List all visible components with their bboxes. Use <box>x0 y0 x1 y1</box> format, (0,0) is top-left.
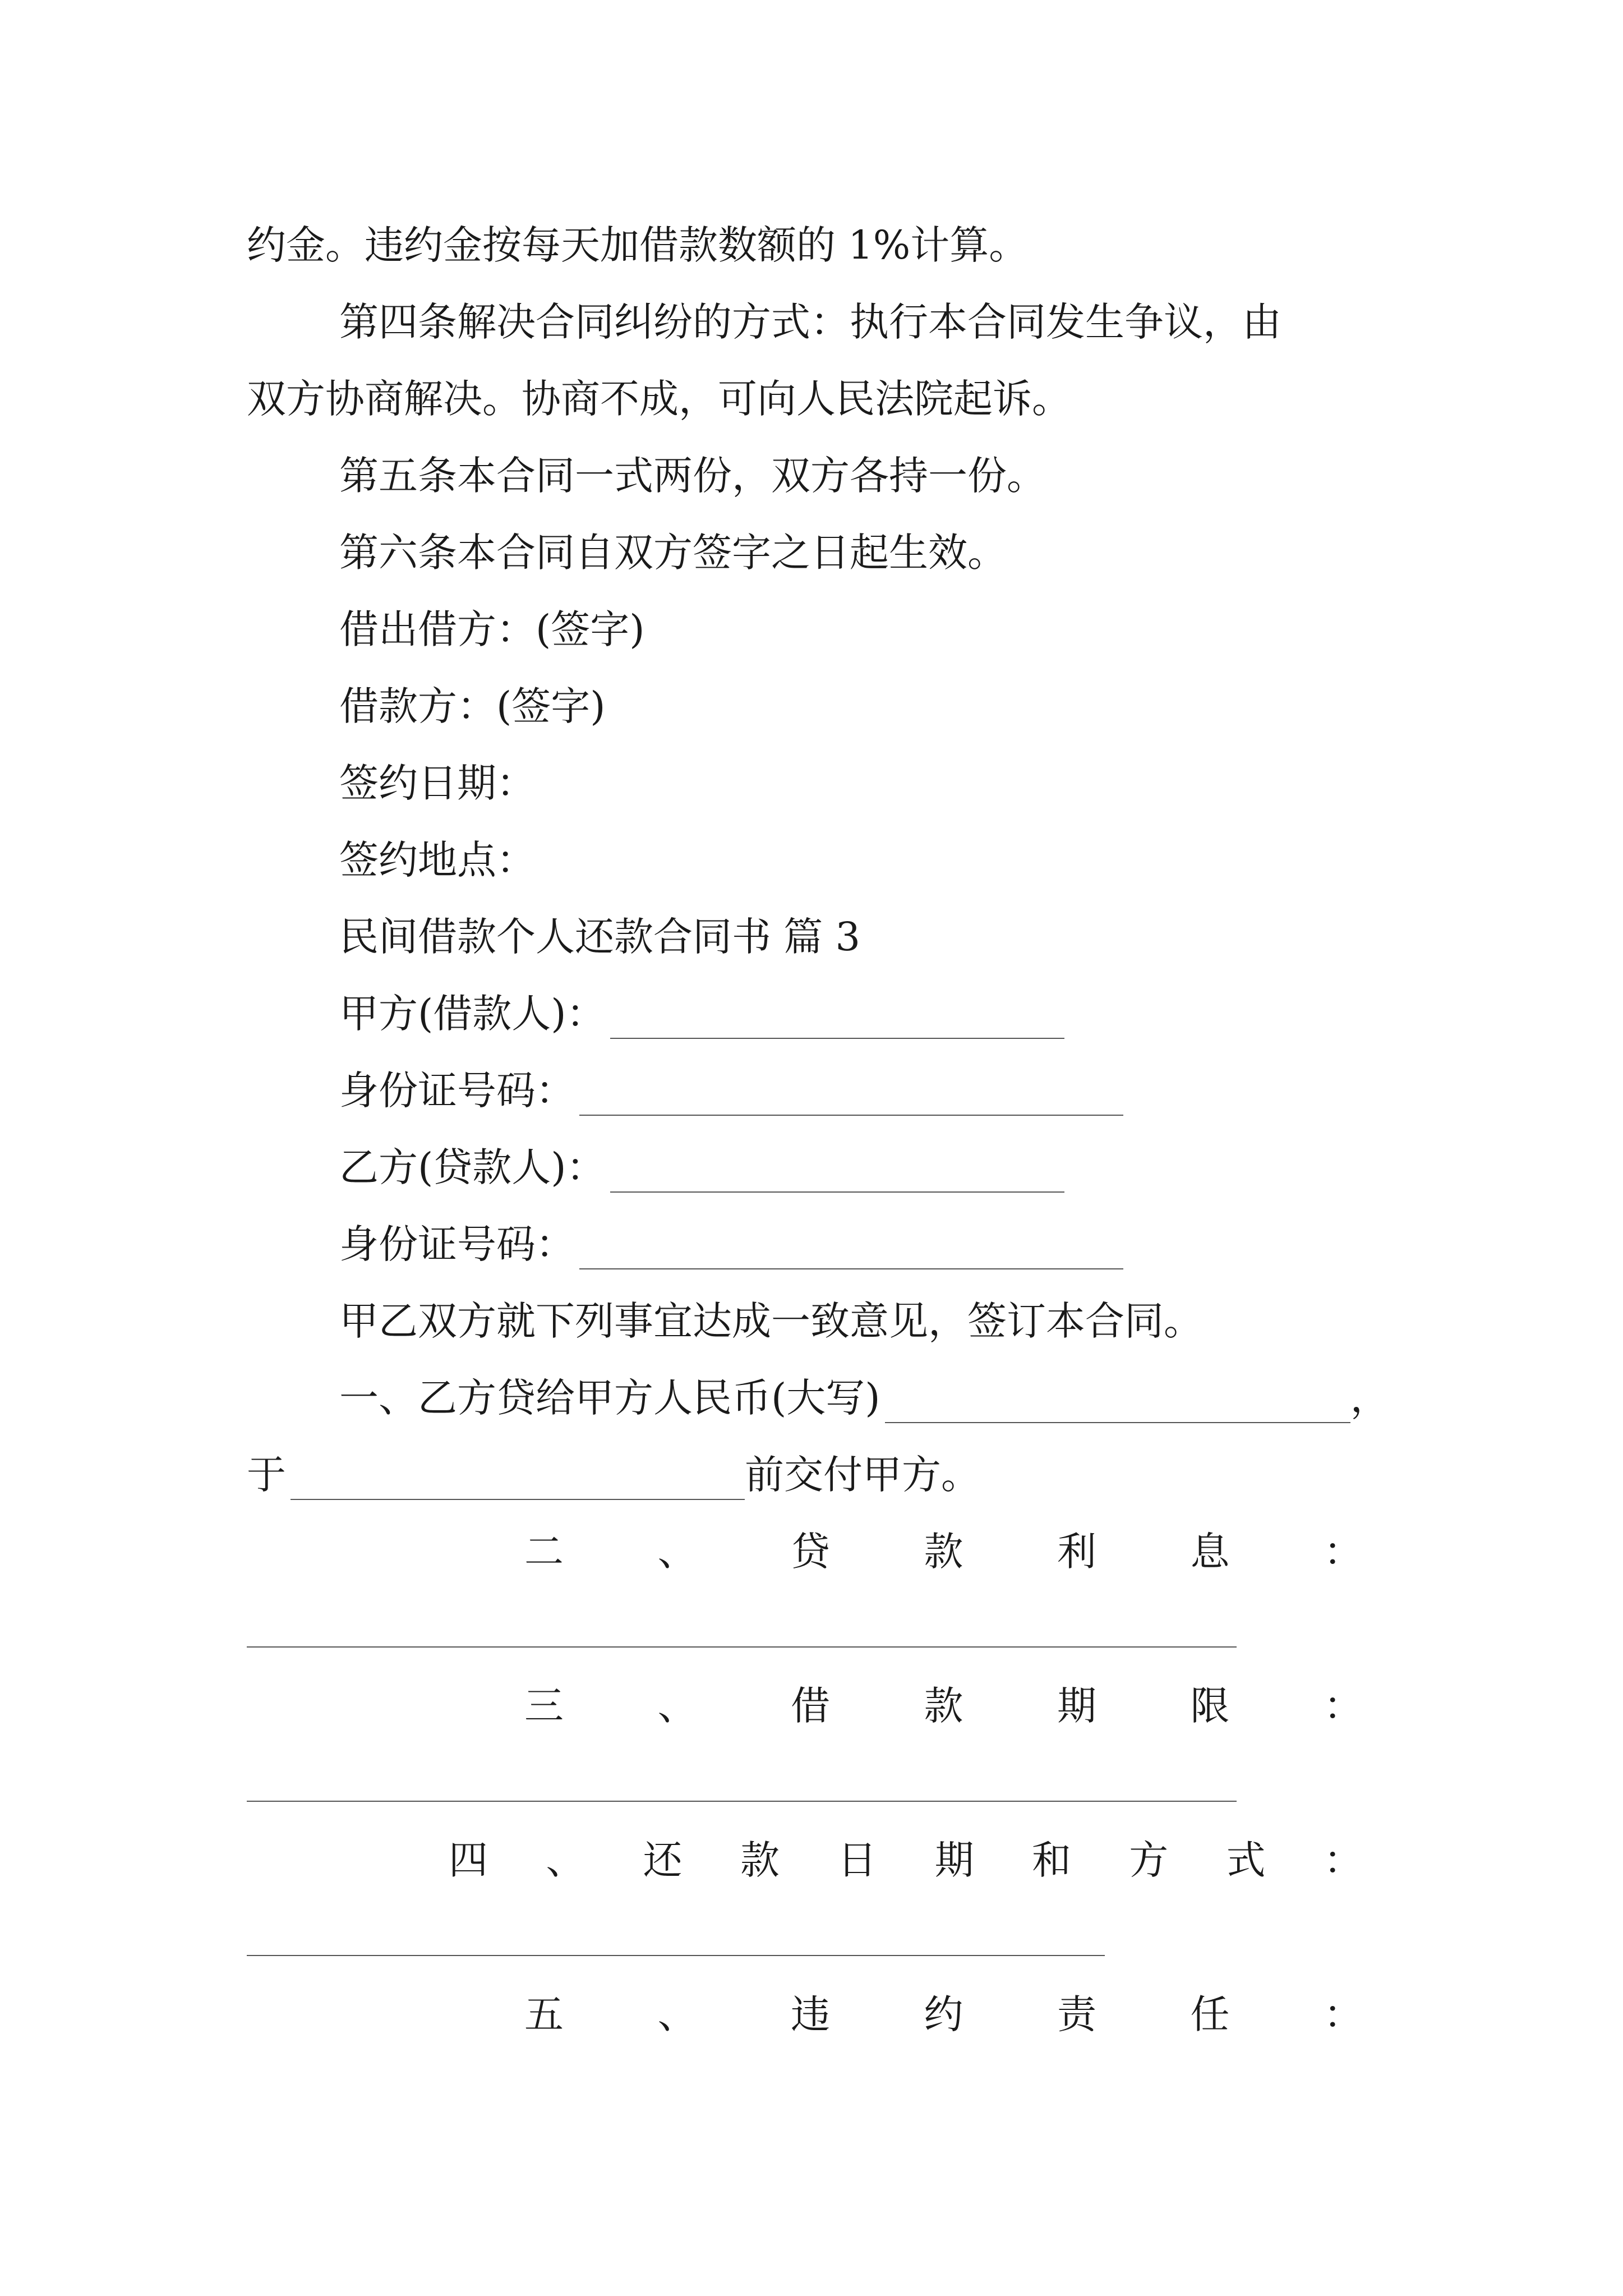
clause-char: 三 <box>524 1683 564 1729</box>
clause-3-blank <box>247 1801 1237 1802</box>
deadline-blank <box>291 1460 745 1500</box>
clause-1-cont-prefix: 于 <box>247 1452 286 1498</box>
clause-1-comma: ， <box>1350 1375 1390 1421</box>
party-a-label: 甲方(借款人)： <box>339 991 606 1037</box>
party-b-id-blank <box>579 1229 1123 1269</box>
text-line: 第六条本合同自双方签字之日起生效。 <box>339 530 1007 576</box>
clause-3-heading <box>524 1681 1363 1731</box>
clause-char: 款 <box>924 1529 963 1575</box>
party-a-id-blank <box>579 1075 1123 1116</box>
clause-char: 、 <box>546 1837 585 1883</box>
signing-date: 签约日期： <box>339 760 536 806</box>
clause-char: ： <box>1324 1991 1363 2037</box>
clause-char: 息 <box>1190 1529 1230 1575</box>
clause-char: 约 <box>924 1991 963 2037</box>
party-b-label: 乙方(贷款人)： <box>339 1144 606 1190</box>
clause-char: 方 <box>1129 1837 1169 1883</box>
clause-char: 限 <box>1190 1683 1230 1729</box>
clause-2-heading <box>524 1526 1363 1577</box>
clause-char: 期 <box>934 1837 974 1883</box>
text-line: 第五条本合同一式两份，双方各持一份。 <box>339 453 1046 499</box>
clause-char: 利 <box>1057 1529 1096 1575</box>
clause-char: 贷 <box>791 1529 830 1575</box>
party-b-row <box>339 1142 1064 1193</box>
clause-char: 款 <box>924 1683 963 1729</box>
amount-blank <box>885 1383 1350 1423</box>
signature-borrower: 借款方：(签字) <box>339 683 606 729</box>
section-title: 民间借款个人还款合同书 篇 3 <box>339 914 861 960</box>
clause-char: 、 <box>657 1683 697 1729</box>
clause-char: 式 <box>1226 1837 1266 1883</box>
text-line: 第四条解决合同纠纷的方式：执行本合同发生争议，由 <box>339 299 1281 345</box>
party-b-id-row <box>339 1219 1123 1269</box>
text-line: 约金。违约金按每天加借款数额的 1%计算。 <box>247 222 1029 268</box>
clause-char: 、 <box>657 1529 697 1575</box>
clause-char: 期 <box>1057 1683 1096 1729</box>
clause-char: 、 <box>657 1991 697 2037</box>
clause-char: 二 <box>524 1529 564 1575</box>
party-b-id-label: 身份证号码： <box>339 1221 575 1267</box>
party-a-blank <box>610 999 1064 1039</box>
clause-char: 五 <box>524 1991 564 2037</box>
party-a-row <box>339 988 1064 1039</box>
clause-char: 四 <box>449 1837 488 1883</box>
clause-5-heading <box>524 1989 1363 2040</box>
clause-char: 违 <box>791 1991 830 2037</box>
signature-lender: 借出借方：(签字) <box>339 606 645 652</box>
clause-1-cont-row <box>247 1450 980 1500</box>
clause-char: 借 <box>791 1683 830 1729</box>
clause-char: 和 <box>1031 1837 1071 1883</box>
clause-4-heading <box>449 1835 1363 1885</box>
clause-char: 日 <box>837 1837 877 1883</box>
signing-place: 签约地点： <box>339 837 536 883</box>
clause-char: ： <box>1324 1529 1363 1575</box>
clause-1-text: 一、乙方贷给甲方人民币(大写) <box>339 1375 880 1421</box>
clause-char: 任 <box>1190 1991 1230 2037</box>
clause-1-row <box>339 1373 1390 1423</box>
clause-1-cont-suffix: 前交付甲方。 <box>745 1452 980 1498</box>
clause-char: 责 <box>1057 1991 1096 2037</box>
party-b-blank <box>610 1152 1064 1193</box>
clause-char: ： <box>1323 1837 1363 1883</box>
party-a-id-row <box>339 1065 1123 1116</box>
clause-char: 款 <box>740 1837 780 1883</box>
clause-char: ： <box>1324 1683 1363 1729</box>
clause-char: 还 <box>643 1837 683 1883</box>
clause-4-blank <box>247 1955 1105 1956</box>
party-a-id-label: 身份证号码： <box>339 1068 575 1114</box>
text-line: 甲乙双方就下列事宜达成一致意见，签订本合同。 <box>339 1298 1203 1344</box>
text-line: 双方协商解决。协商不成，可向人民法院起诉。 <box>247 376 1071 422</box>
clause-2-blank <box>247 1646 1237 1648</box>
